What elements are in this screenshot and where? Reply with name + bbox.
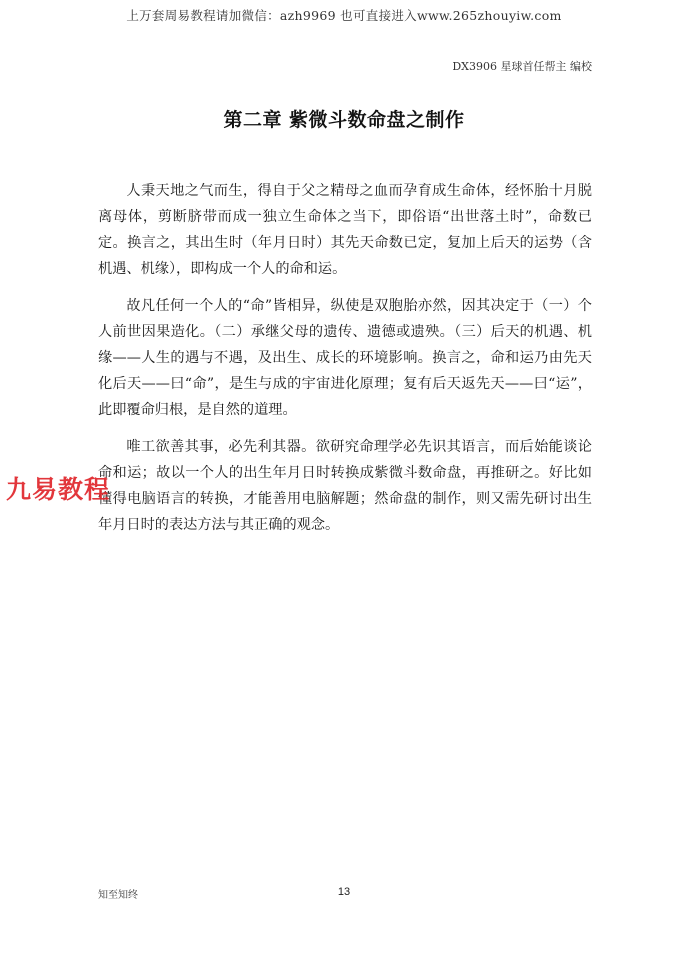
paragraph-2: 故凡任何一个人的“命”皆相异，纵使是双胞胎亦然，因其决定于（一）个人前世因果造化。（二）承继父母的遗传、遗德或遗殃。（三）后天的机遇、机缘——人生的遇与不遇，及出生、成长的环境影响。换言之，命和运乃由先天化后天——曰“命”，是生与成的宇宙进化原理；复有后天返先天——曰“运”，此即覆命归根，是自然的道理。	[98, 298, 592, 418]
editor-credit: DX3906 星球首任帮主 编校	[452, 60, 592, 73]
top-banner-text: 上万套周易教程请加微信：azh9969 也可直接进入www.265zhouyiw.com	[126, 8, 562, 23]
page-number: 13	[337, 886, 351, 898]
footer-motto: 知至知终	[98, 890, 138, 901]
watermark-logo: 九易教程	[6, 475, 111, 504]
body-text	[98, 178, 592, 549]
paragraph-1: 人秉天地之气而生，得自于父之精母之血而孕育成生命体，经怀胎十月脱离母体，剪断脐带而成一独立生命体之当下，即俗语“出世落土时”，命数已定。换言之，其出生时（年月日时）其先天命数已定，复加上后天的运势（含机遇、机缘），即构成一个人的命和运。	[98, 183, 592, 277]
chapter-title: 第二章 紫微斗数命盘之制作	[223, 109, 465, 131]
paragraph-3: 唯工欲善其事，必先利其器。欲研究命理学必先识其语言，而后始能谈论命和运；故以一个人的出生年月日时转换成紫微斗数命盘，再推研之。好比如懂得电脑语言的转换，才能善用电脑解题；然命盘的制作，则又需先研讨出生年月日时的表达方法与其正确的观念。	[98, 439, 592, 533]
